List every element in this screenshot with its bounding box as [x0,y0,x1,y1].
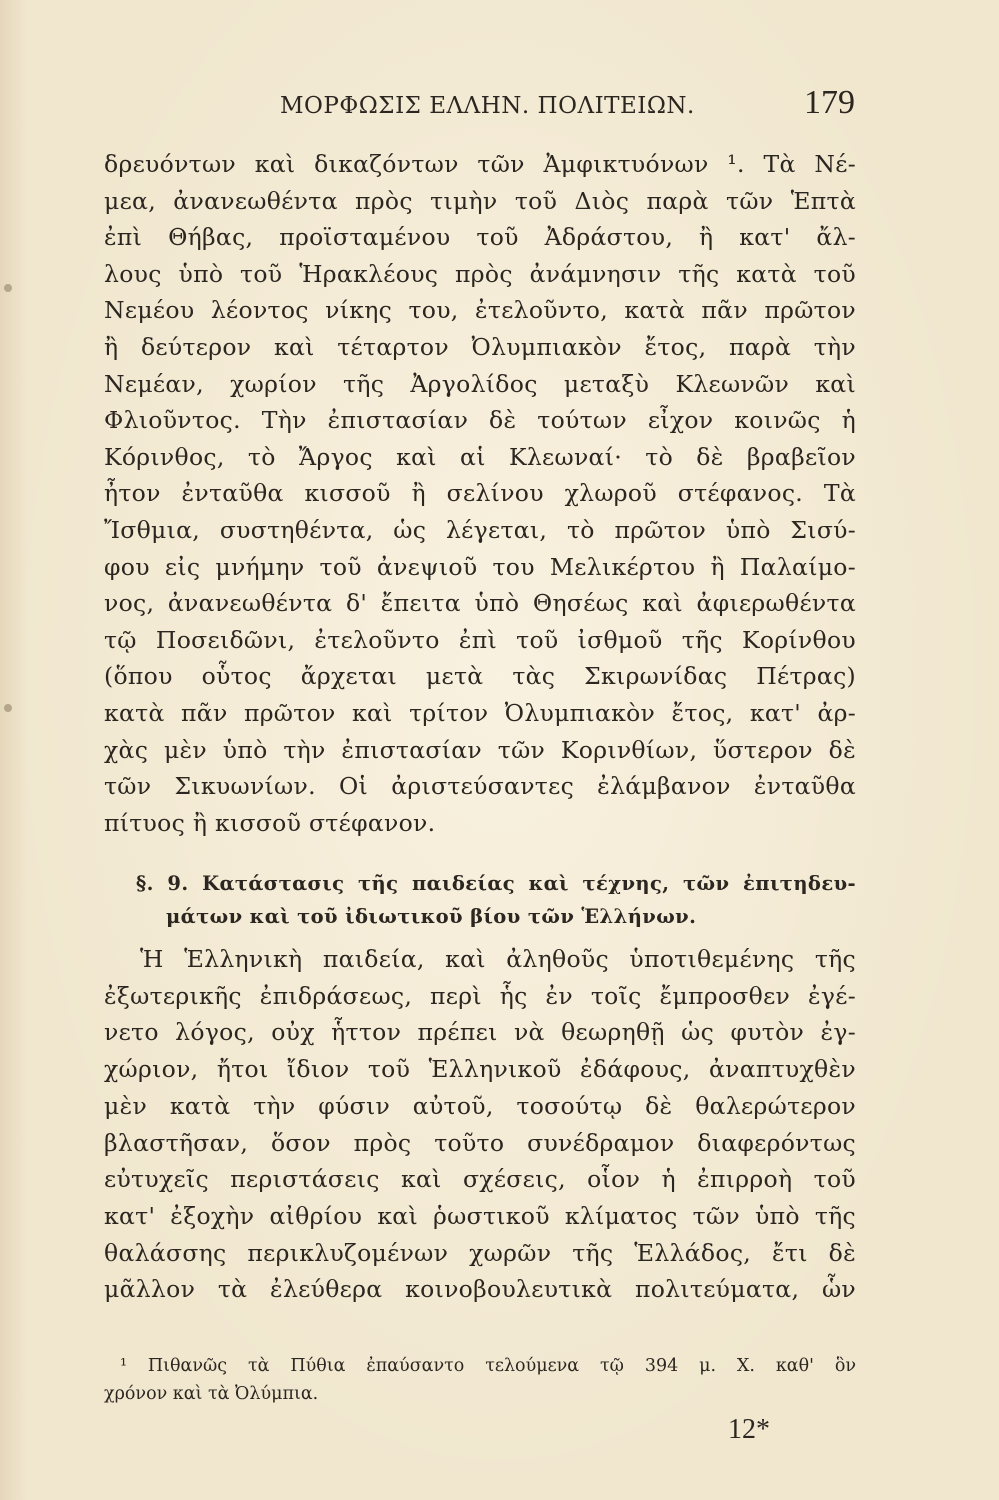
text-line: Ἴσθμια, συστηθέντα, ὡς λέγεται, τὸ πρῶτον ὑπὸ Σισύ- [104,515,856,544]
text-line: φου εἰς μνήμην τοῦ ἀνεψιοῦ του Μελικέρτου ἢ Παλαίμο- [104,552,856,581]
text-line: Ἡ Ἑλληνικὴ παιδεία, καὶ ἀληθοῦς ὑποτιθεμένης τῆς [140,945,856,973]
text-line: ἐπὶ Θήβας, προϊσταμένου τοῦ Ἀδράστου, ἢ κατ' ἄλ- [104,223,856,252]
text-line: βλαστῆσαν, ὅσον πρὸς τοῦτο συνέδραμον διαφερόντως [104,1128,856,1157]
text-line: θαλάσσης περικλυζομένων χωρῶν τῆς Ἑλλάδος, ἔτι δὲ [104,1238,856,1267]
text-line: ἢ δεύτερον καὶ τέταρτον Ὀλυμπιακὸν ἔτος, παρὰ τὴν [104,332,856,361]
text-line: κατ' ἐξοχὴν αἰθρίου καὶ ῥωστικοῦ κλίματος τῶν ὑπὸ τῆς [104,1201,856,1230]
margin-spot [4,284,12,292]
text-line: δρευόντων καὶ δικαζόντων τῶν Ἀμφικτυόνων ¹. Τὰ Νέ- [104,150,856,178]
text-line: εὐτυχεῖς περιστάσεις καὶ σχέσεις, οἷον ἡ ἐπιρροὴ τοῦ [104,1165,856,1194]
footnote-line: ¹ Πιθανῶς τὰ Πύθια ἐπαύσαντο τελούμενα τῷ 394 μ. Χ. καθ' ὃν [120,1356,856,1376]
text-line: τῶν Σικυωνίων. Οἱ ἀριστεύσαντες ἐλάμβανον ἐνταῦθα [104,772,856,801]
text-line: μὲν κατὰ τὴν φύσιν αὐτοῦ, τοσούτῳ δὲ θαλερώτερον [104,1091,856,1120]
text-line: πίτυος ἢ κισσοῦ στέφανον. [104,808,436,837]
text-line: Νεμέου λέοντος νίκης του, ἐτελοῦντο, κατὰ πᾶν πρῶτον [104,296,856,325]
text-line: μεα, ἀνανεωθέντα πρὸς τιμὴν τοῦ Διὸς παρὰ τῶν Ἑπτὰ [104,186,856,215]
text-line: νος, ἀνανεωθέντα δ' ἔπειτα ὑπὸ Θησέως καὶ ἀφιερωθέντα [104,589,856,618]
signature-mark: 12* [728,1414,770,1445]
text-line: (ὅπου οὗτος ἄρχεται μετὰ τὰς Σκιρωνίδας Πέτρας) [104,662,856,691]
section-heading-line: μάτων καὶ τοῦ ἰδιωτικοῦ βίου τῶν Ἑλλήνων. [166,905,697,928]
section-heading [136,867,856,933]
text-line: λους ὑπὸ τοῦ Ἡρακλέους πρὸς ἀνάμνησιν τῆς κατὰ τοῦ [104,259,856,288]
page-header [280,84,855,124]
text-line: τῷ Ποσειδῶνι, ἐτελοῦντο ἐπὶ τοῦ ἰσθμοῦ τῆς Κορίνθου [104,625,856,654]
second-paragraph [104,941,856,1308]
text-line: χώριον, ἤτοι ἴδιον τοῦ Ἑλληνικοῦ ἐδάφους, ἀναπτυχθὲν [104,1055,856,1084]
text-line: ἦτον ἐνταῦθα κισσοῦ ἢ σελίνου χλωροῦ στέφανος. Τὰ [104,479,856,508]
running-head: ΜΟΡΦΩΣΙΣ ΕΛΛΗΝ. ΠΟΛΙΤΕΙΩΝ. [280,93,695,119]
text-line: μᾶλλον τὰ ἐλεύθερα κοινοβουλευτικὰ πολιτεύματα, ὧν [104,1275,856,1304]
text-line: χὰς μὲν ὑπὸ τὴν ἐπιστασίαν τῶν Κορινθίων, ὕστερον δὲ [104,735,856,764]
main-paragraph [104,146,856,841]
text-line: κατὰ πᾶν πρῶτον καὶ τρίτον Ὀλυμπιακὸν ἔτος, κατ' ἀρ- [104,698,856,727]
text-line: Κόρινθος, τὸ Ἄργος καὶ αἱ Κλεωναί· τὸ δὲ βραβεῖον [104,442,856,471]
text-line: νετο λόγος, οὐχ ἧττον πρέπει νὰ θεωρηθῇ ὡς φυτὸν ἐγ- [104,1018,856,1047]
section-heading-line: §. 9. Κατάστασις τῆς παιδείας καὶ τέχνης, τῶν ἐπιτηδευ- [136,872,856,895]
text-line: Φλιοῦντος. Τὴν ἐπιστασίαν δὲ τούτων εἶχον κοινῶς ἡ [104,406,856,435]
footnote-line: χρόνον καὶ τὰ Ὀλύμπια. [104,1384,319,1404]
footnote [104,1352,856,1408]
margin-spot [4,704,12,712]
page-number: 179 [804,84,855,121]
text-line: Νεμέαν, χωρίον τῆς Ἀργολίδος μεταξὺ Κλεωνῶν καὶ [104,369,856,398]
text-line: ἐξωτερικῆς ἐπιδράσεως, περὶ ἧς ἐν τοῖς ἔμπροσθεν ἐγέ- [104,981,856,1010]
